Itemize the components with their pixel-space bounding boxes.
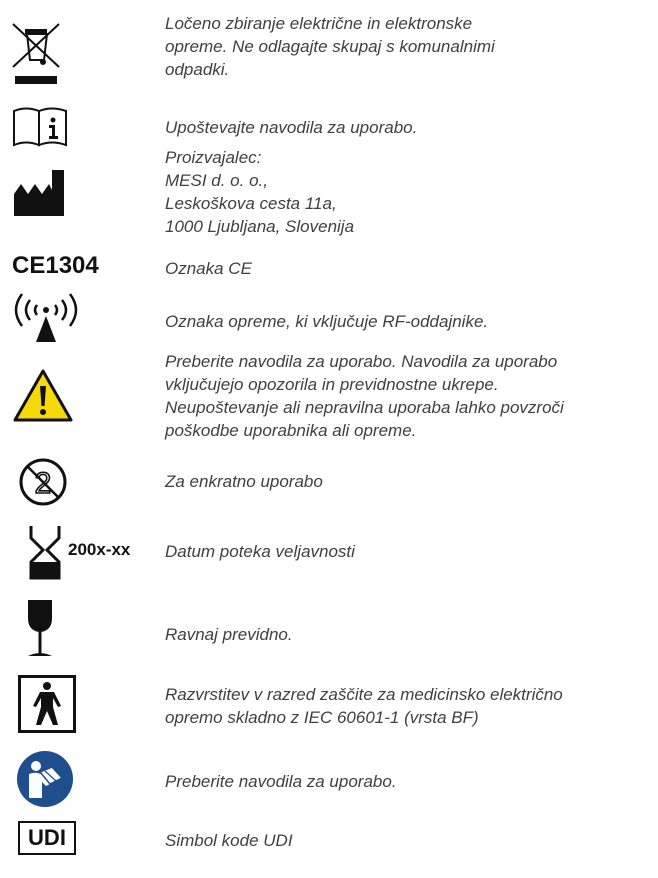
symbol-description-read-manual: [165, 770, 397, 793]
symbol-description-fragile: [165, 623, 293, 646]
hourglass-expiry-icon: [28, 524, 62, 580]
symbol-description-rf: [165, 310, 488, 333]
text-line: opreme. Ne odlagajte skupaj s komunalnimi: [165, 37, 495, 56]
text-line: Leskoškova cesta 11a,: [165, 194, 337, 213]
text-line: Preberite navodila za uporabo. Navodila za uporabo: [165, 352, 558, 371]
symbol-description-instructions: [165, 116, 417, 139]
symbol-description-udi: [165, 829, 293, 852]
type-bf-applied-part-icon: [18, 675, 76, 733]
svg-text:2: 2: [34, 467, 52, 500]
text-line: 1000 Ljubljana, Slovenija: [165, 217, 355, 236]
symbol-description-single-use: [165, 470, 323, 493]
text-line: Ravnaj previdno.: [165, 625, 293, 644]
text-line: Datum poteka veljavnosti: [165, 542, 355, 561]
text-line: Simbol kode UDI: [165, 831, 293, 850]
fragile-glass-icon: [26, 598, 54, 658]
expiry-date-code: 200x-xx: [68, 540, 131, 559]
symbol-description-expiry: [165, 540, 355, 563]
single-use-icon: [18, 457, 68, 507]
text-line: Proizvajalec:: [165, 148, 262, 167]
weee-crossed-bin-icon: [12, 20, 60, 88]
symbol-description-weee: [165, 12, 495, 81]
ce-mark-icon: CE1304: [12, 252, 99, 279]
text-line: Preberite navodila za uporabo.: [165, 772, 397, 791]
udi-label: UDI: [28, 825, 66, 850]
text-line: MESI d. o. o.,: [165, 171, 268, 190]
text-line: Oznaka CE: [165, 259, 252, 278]
udi-icon: [18, 821, 76, 855]
text-line: Ločeno zbiranje električne in elektronske: [165, 14, 473, 33]
text-line: poškodbe uporabnika ali opreme.: [165, 421, 417, 440]
text-line: Neupoštevanje ali nepravilna uporaba lahko povzroči: [165, 398, 564, 417]
symbol-description-manufacturer: [165, 146, 354, 238]
manufacturer-icon: [14, 168, 64, 218]
text-line: vključujejo opozorila in previdnostne ukrepe.: [165, 375, 499, 394]
symbol-description-ce: [165, 257, 252, 280]
text-line: Razvrstitev v razred zaščite za medicinsko električno: [165, 685, 563, 704]
text-line: Oznaka opreme, ki vključuje RF-oddajnike.: [165, 312, 489, 331]
symbol-description-bf: [165, 683, 563, 729]
text-line: odpadki.: [165, 60, 230, 79]
read-manual-mandatory-icon: [16, 750, 74, 808]
rf-transmitter-icon: [12, 290, 80, 346]
text-line: Upoštevajte navodila za uporabo.: [165, 118, 418, 137]
text-line: Za enkratno uporabo: [165, 472, 323, 491]
consult-instructions-icon: [12, 105, 68, 147]
text-line: opremo skladno z IEC 60601-1 (vrsta BF): [165, 708, 479, 727]
symbol-description-warning: [165, 350, 564, 442]
warning-icon: [12, 368, 74, 424]
